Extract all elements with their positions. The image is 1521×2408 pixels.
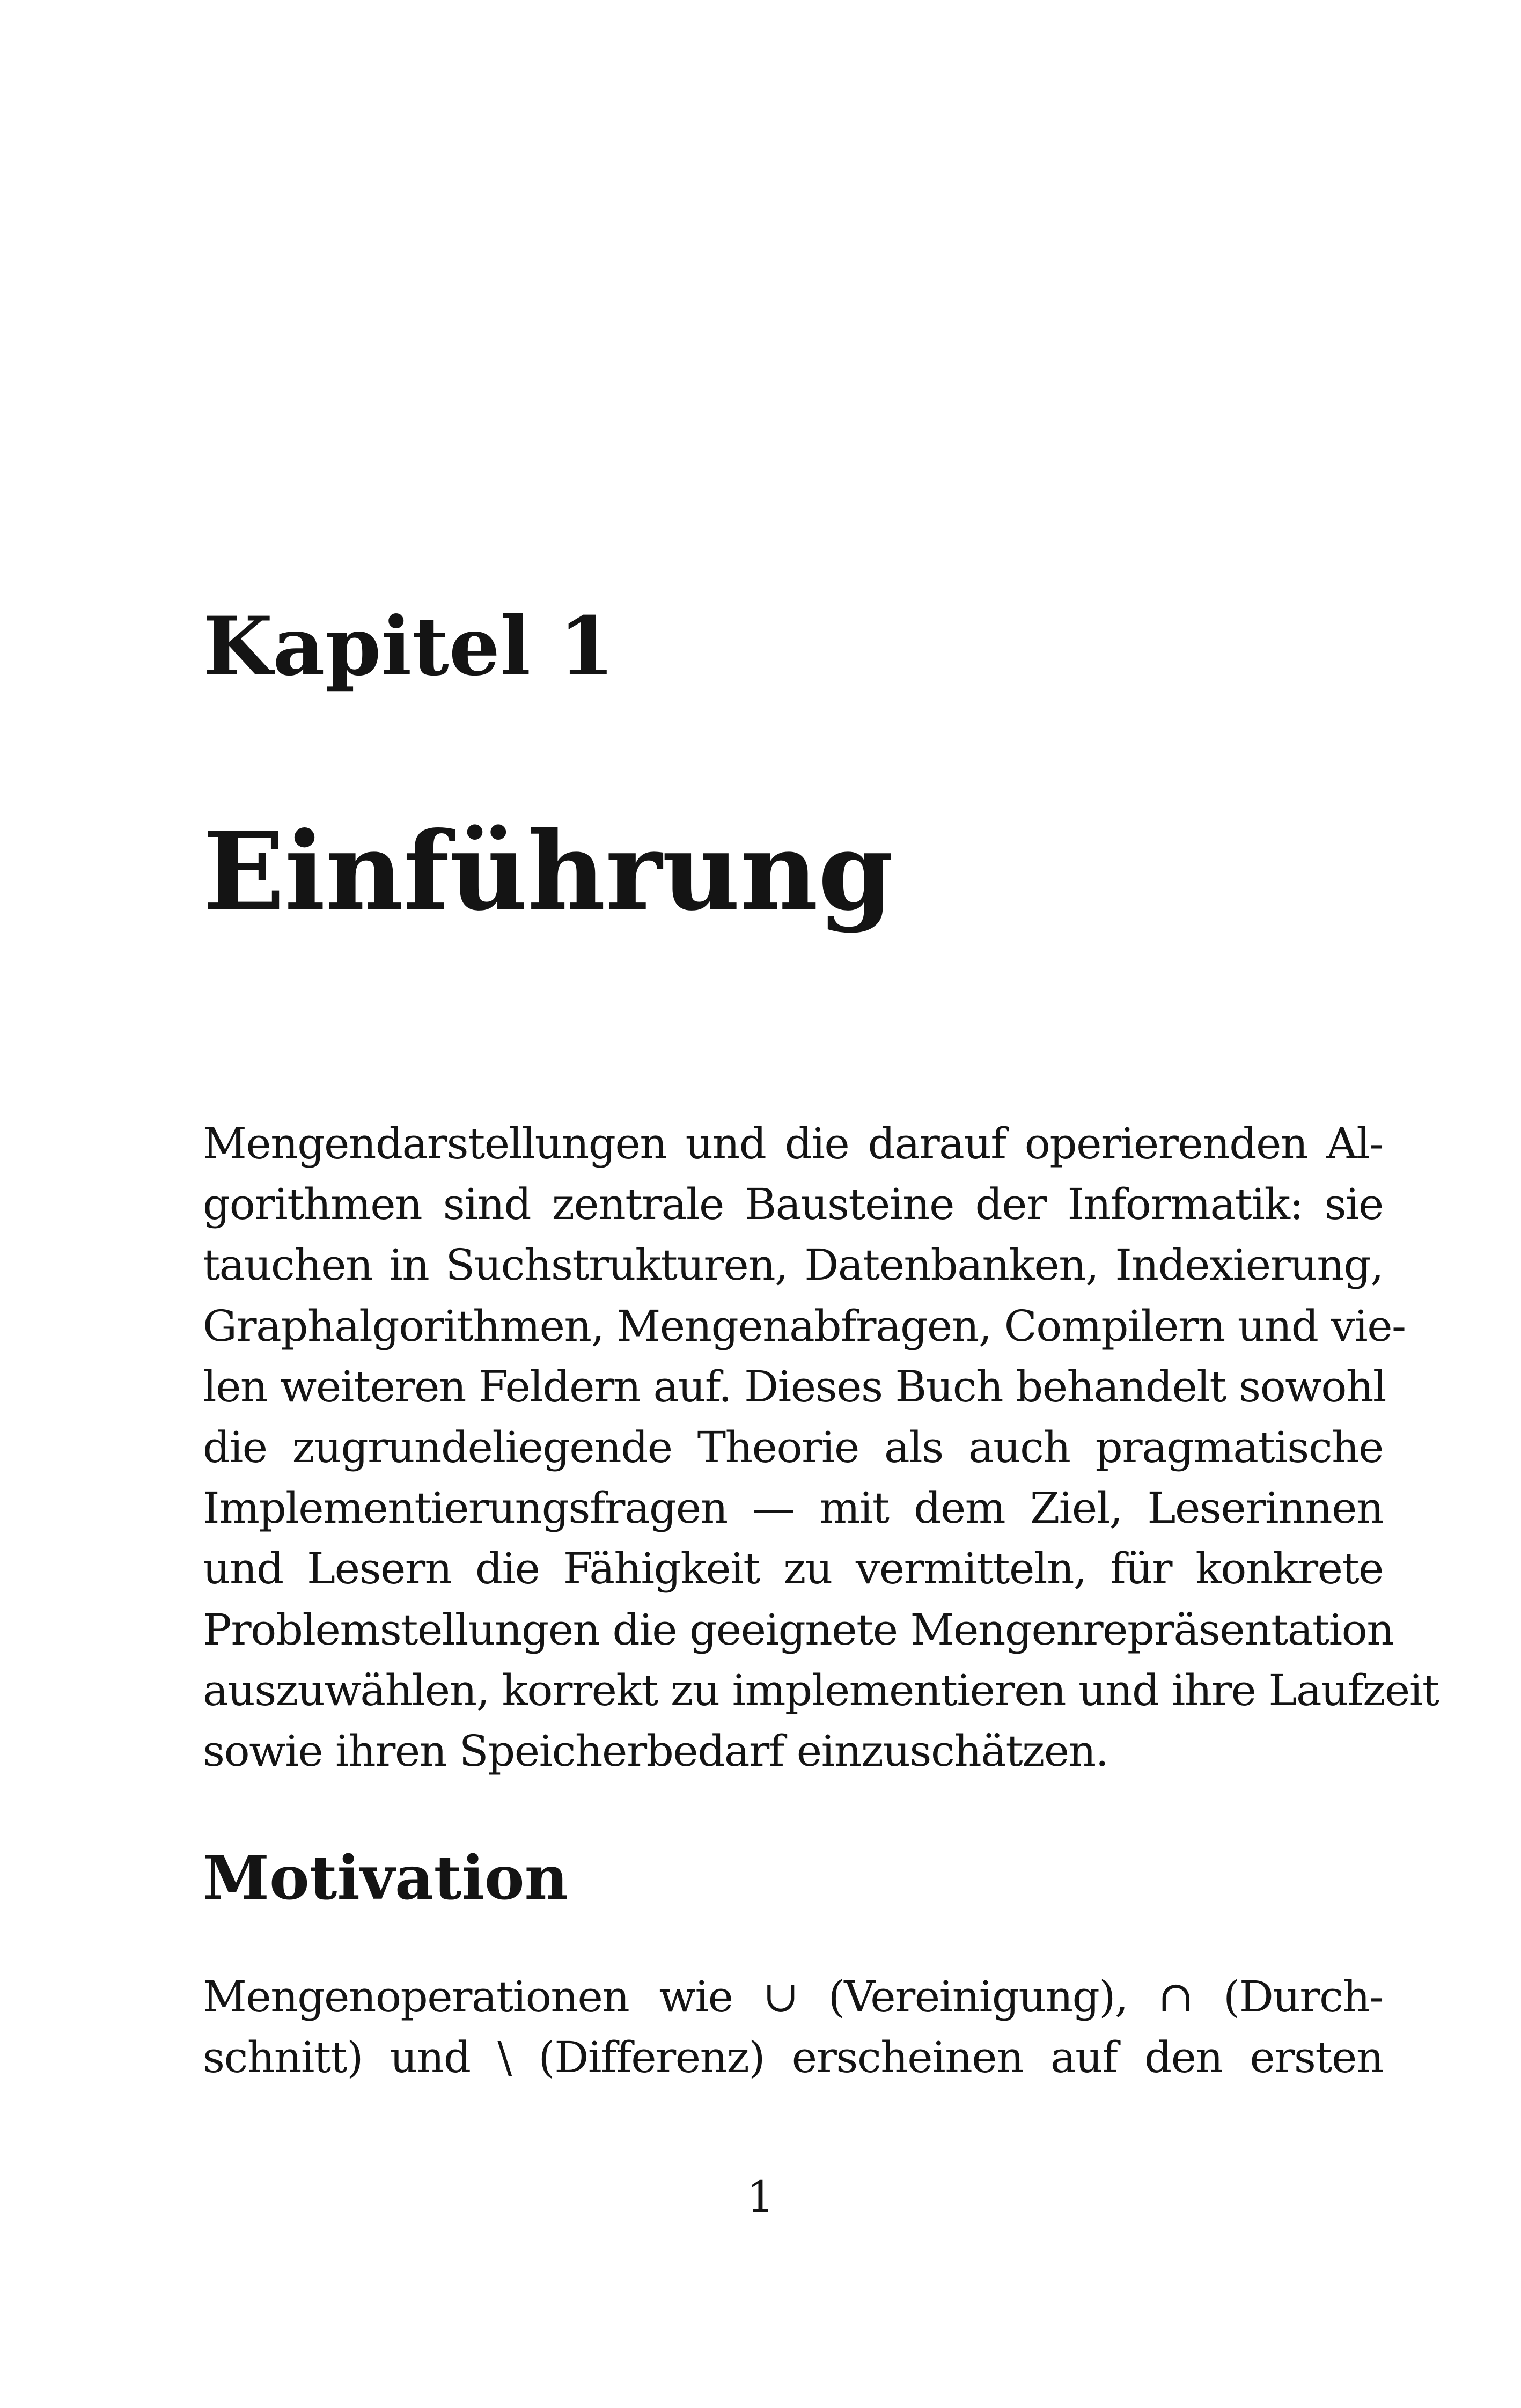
paragraph-line: sowie ihren Speicherbedarf einzuschätzen.	[203, 1726, 1108, 1776]
page-number: 1	[747, 2172, 774, 2222]
paragraph-line: auszuwählen, korrekt zu implementieren und ihre Laufzeit	[203, 1665, 1439, 1715]
chapter-title: Einführung	[203, 809, 893, 935]
paragraph-line: die zugrundeliegende Theorie als auch pragmatische	[203, 1422, 1383, 1473]
paragraph-line: Implementierungsfragen — mit dem Ziel, Leserinnen	[203, 1483, 1383, 1533]
paragraph-line: Mengendarstellungen und die darauf operierenden Al-	[203, 1119, 1383, 1169]
paragraph-line: gorithmen sind zentrale Bausteine der Informatik: sie	[203, 1179, 1383, 1230]
paragraph-line: Problemstellungen die geeignete Mengenrepräsentation	[203, 1604, 1394, 1655]
chapter-label: Kapitel 1	[203, 599, 615, 694]
paragraph-line: tauchen in Suchstrukturen, Datenbanken, Indexierung,	[203, 1240, 1383, 1290]
paragraph-line: len weiteren Feldern auf. Dieses Buch behandelt sowohl	[203, 1361, 1386, 1412]
paragraph-line: schnitt) und \ (Differenz) erscheinen auf den ersten	[203, 2032, 1383, 2083]
section-paragraph	[203, 1966, 1383, 2088]
intro-paragraph	[203, 1113, 1439, 1781]
paragraph-line: Graphalgorithmen, Mengenabfragen, Compilern und vie-	[203, 1301, 1406, 1351]
paragraph-line: Mengenoperationen wie ∪ (Vereinigung), ∩ (Durch-	[203, 1972, 1383, 2022]
paragraph-line: und Lesern die Fähigkeit zu vermitteln, für konkrete	[203, 1544, 1383, 1594]
section-heading: Motivation	[203, 1843, 569, 1913]
